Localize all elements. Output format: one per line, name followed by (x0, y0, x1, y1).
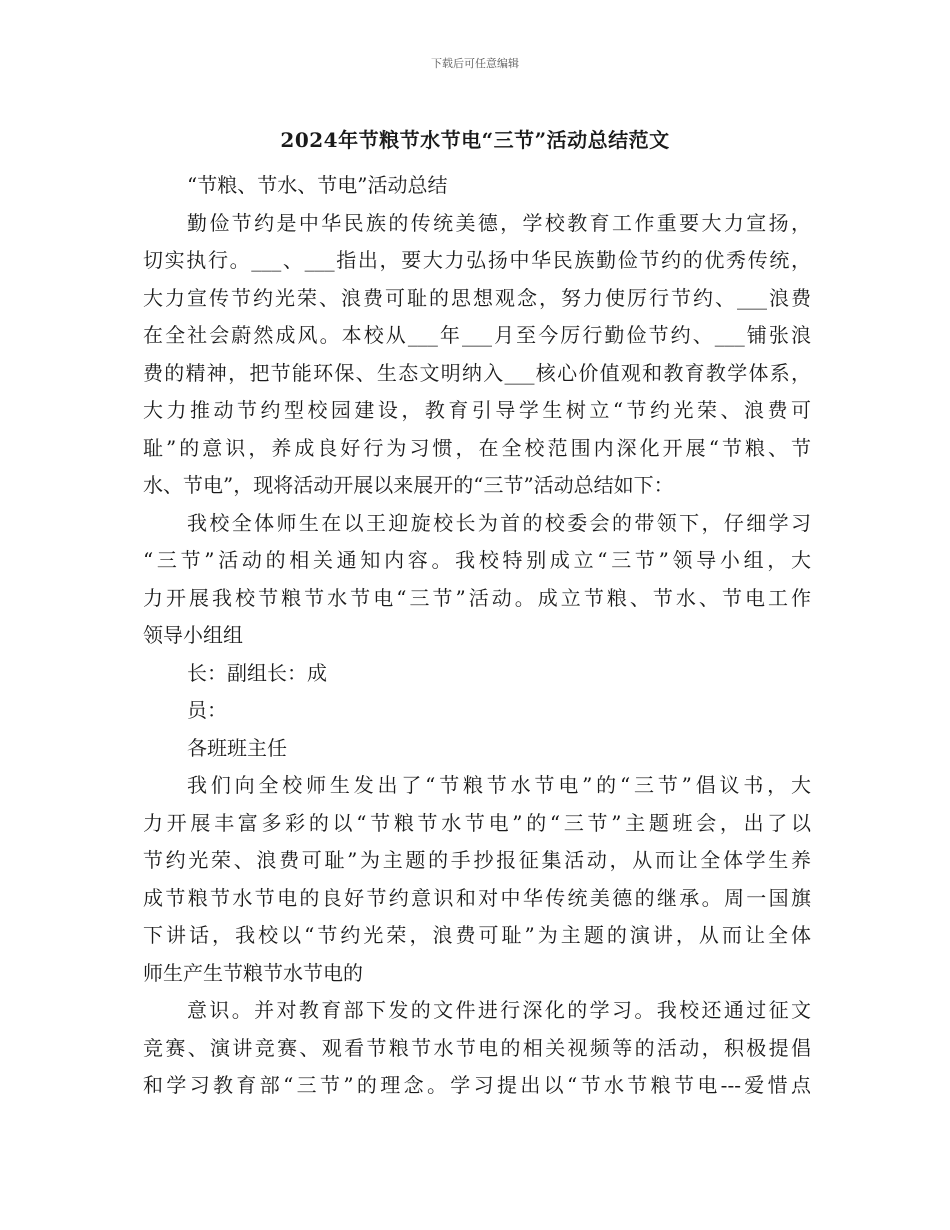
body-line: 员： (187, 698, 227, 722)
body-line: 勤俭节约是中华民族的传统美德，学校教育工作重要大力宣扬， (187, 210, 811, 235)
body-line: 师生产生节粮节水节电的 (143, 960, 363, 985)
body-line: 我们向全校师生发出了“节粮节水节电”的“三节”倡议书，大 (187, 773, 811, 797)
body-line: “三节”活动的相关通知内容。我校特别成立“三节”领导小组，大 (143, 548, 811, 572)
body-line: 竞赛、演讲竞赛、观看节粮节水节电的相关视频等的活动，积极提倡 (143, 1035, 811, 1060)
body-line: 领导小组组 (143, 623, 243, 647)
body-line: 力开展我校节粮节水节电“三节”活动。成立节粮、节水、节电工作 (143, 585, 811, 610)
body-line: 意识。并对教育部下发的文件进行深化的学习。我校还通过征文 (187, 998, 811, 1022)
body-line: 切实执行。___、___指出，要大力弘扬中华民族勤俭节约的优秀传统， (143, 248, 811, 272)
page-header-note: 下载后可任意编辑 (431, 57, 519, 70)
body-line: 下讲话，我校以“节约光荣，浪费可耻”为主题的演讲，从而让全体 (143, 923, 811, 947)
body-line: 成节粮节水节电的良好节约意识和对中华传统美德的继承。周一国旗 (143, 885, 811, 910)
body-line: 我校全体师生在以王迎旋校长为首的校委会的带领下，仔细学习 (187, 510, 811, 535)
document-body (143, 167, 811, 1105)
body-line: 耻”的意识，养成良好行为习惯，在全校范围内深化开展“节粮、节 (143, 435, 811, 460)
body-line: 节约光荣、浪费可耻”为主题的手抄报征集活动，从而让全体学生养 (143, 848, 811, 872)
body-line: 长：副组长：成 (187, 660, 327, 685)
body-line: 大力推动节约型校园建设，教育引导学生树立“节约光荣、浪费可 (143, 398, 811, 422)
body-line: 水、节电”，现将活动开展以来展开的“三节”活动总结如下： (143, 473, 674, 497)
body-line: 大力宣传节约光荣、浪费可耻的思想观念，努力使厉行节约、___浪费 (143, 285, 811, 310)
body-line: “节粮、节水、节电”活动总结 (187, 173, 448, 197)
body-line: 各班班主任 (187, 735, 287, 760)
body-line: 和学习教育部“三节”的理念。学习提出以“节水节粮节电---爱惜点 (143, 1073, 811, 1097)
document-title: 2024年节粮节水节电“三节”活动总结范文 (280, 128, 670, 152)
body-line: 费的精神，把节能环保、生态文明纳入___核心价值观和教育教学体系， (143, 360, 811, 385)
body-line: 在全社会蔚然成风。本校从___年___月至今厉行勤俭节约、___铺张浪 (143, 323, 811, 347)
body-line: 力开展丰富多彩的以“节粮节水节电”的“三节”主题班会，出了以 (143, 810, 811, 835)
